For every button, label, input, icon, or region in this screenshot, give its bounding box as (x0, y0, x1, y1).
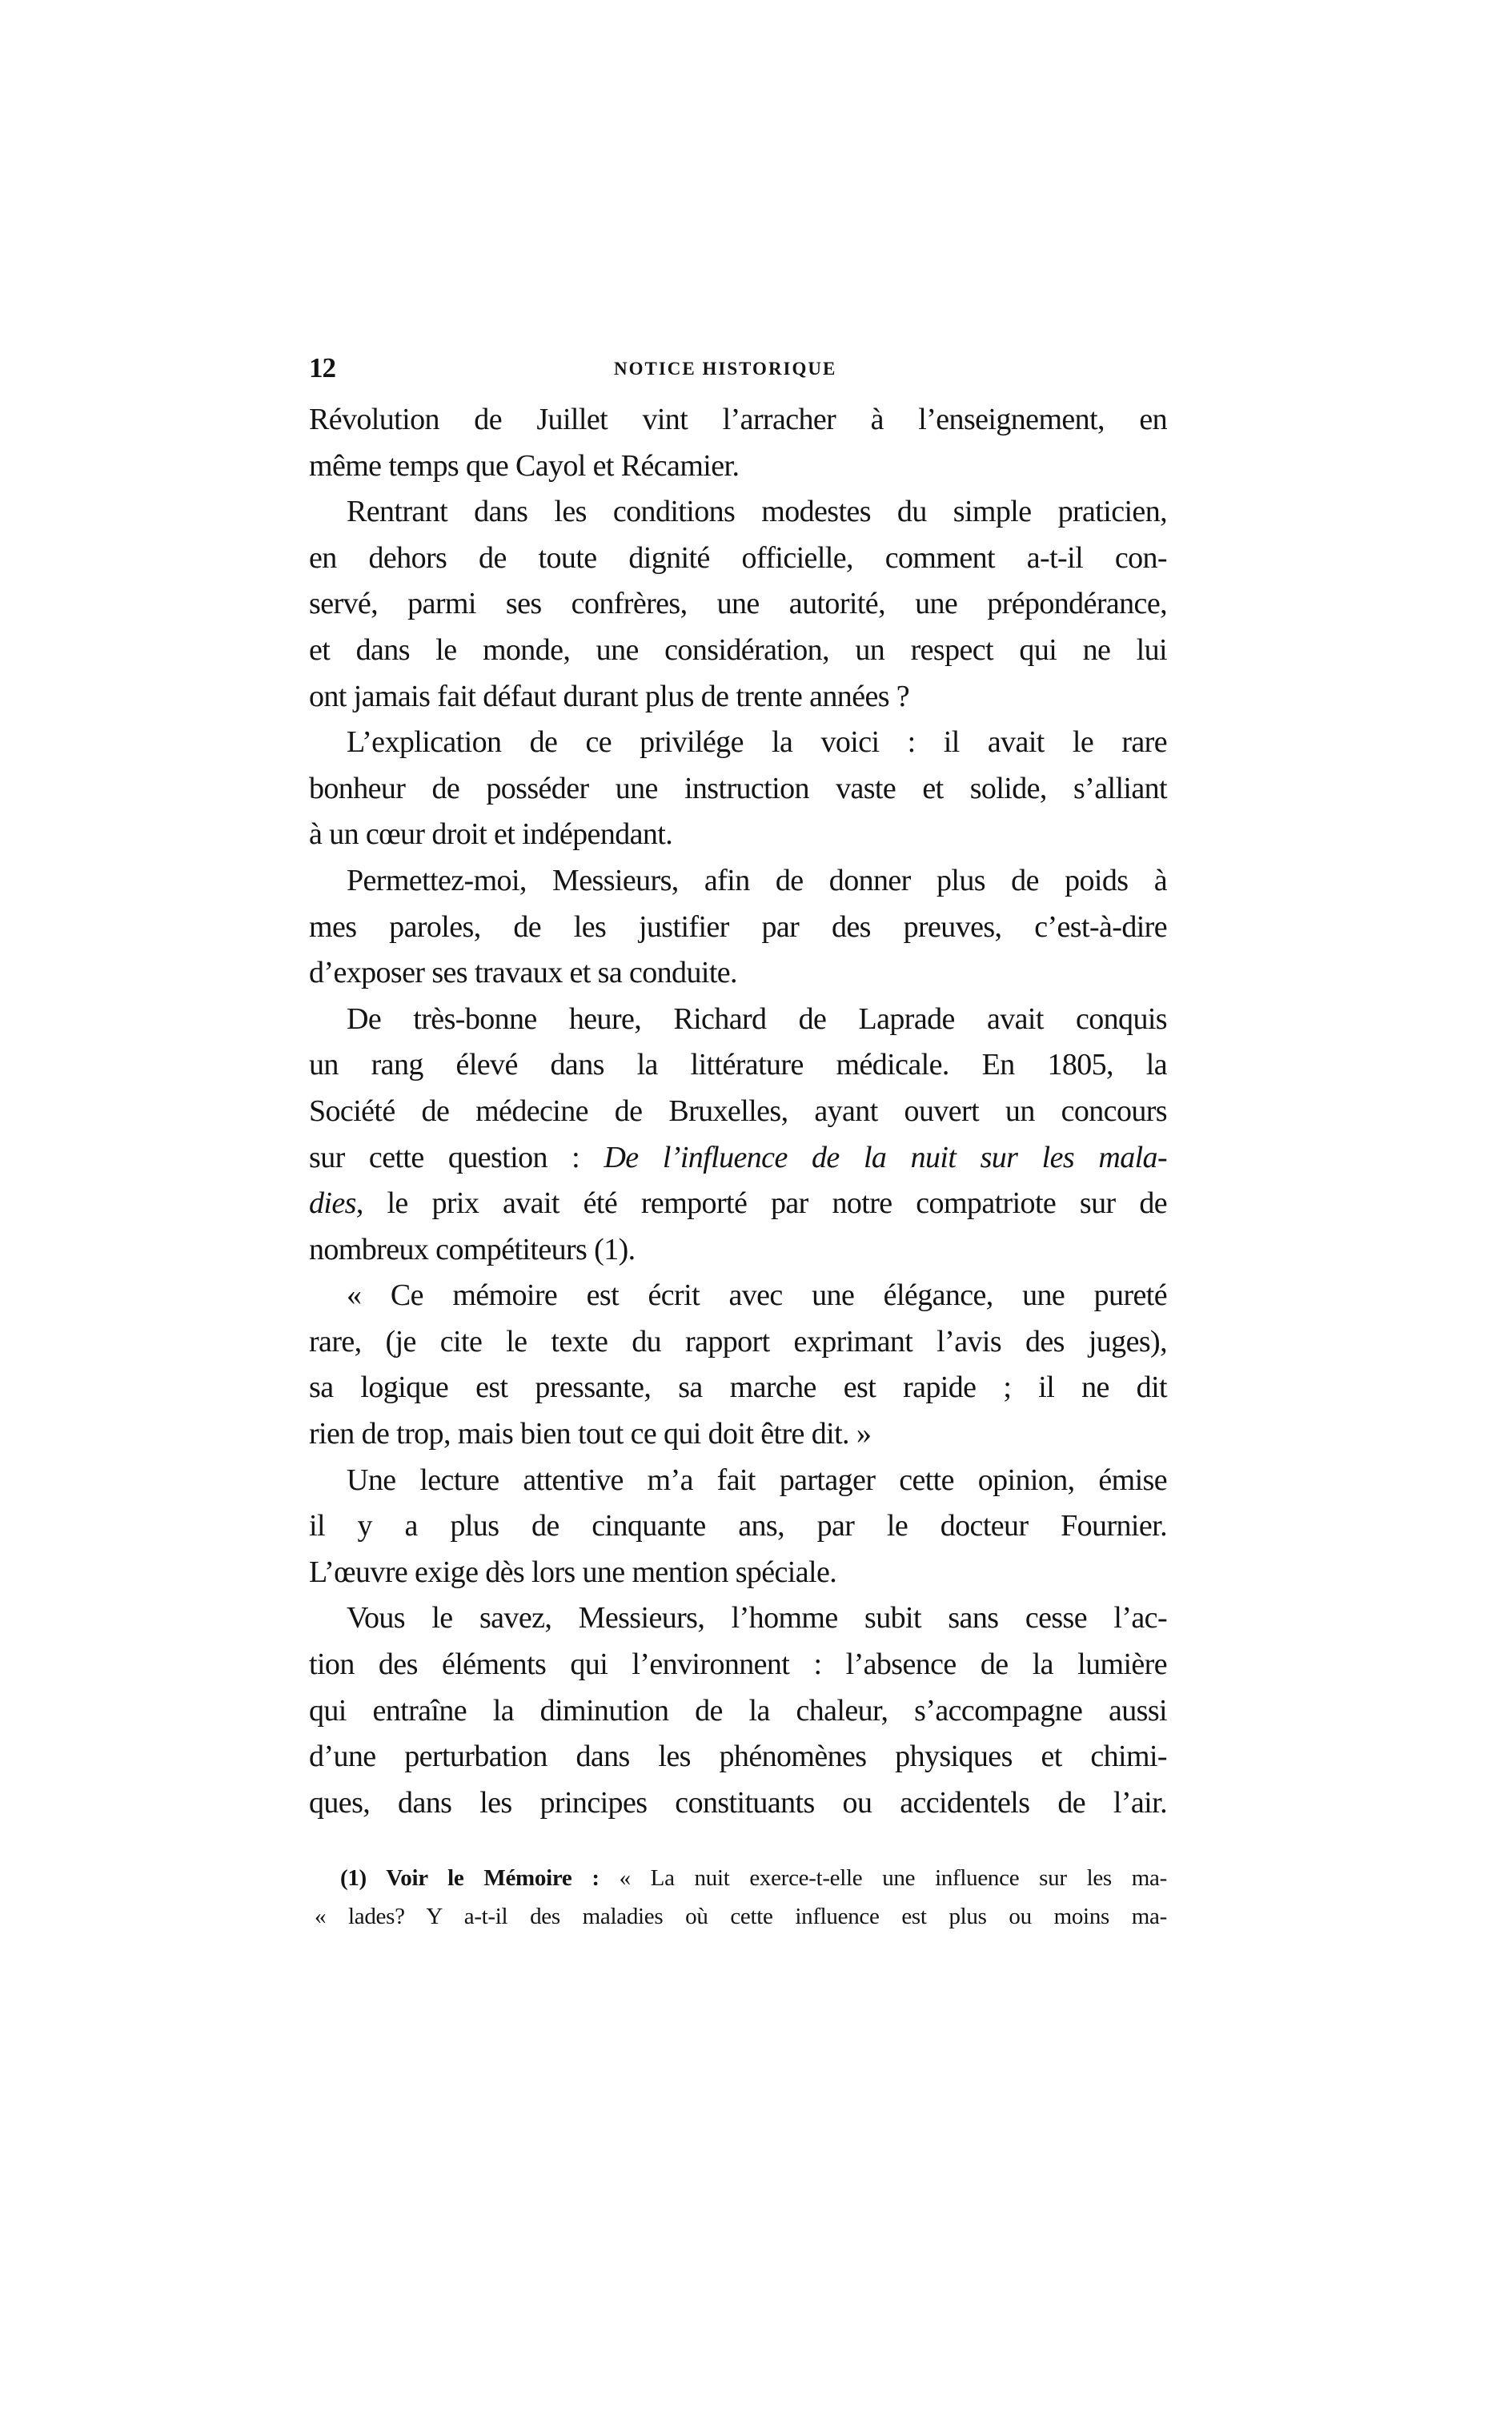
footnote-label: (1) Voir le Mémoire : (340, 1865, 600, 1891)
text-line: Permettez-moi, Messieurs, afin de donner plus de poids à (347, 863, 1167, 897)
text-line: même temps que Cayol et Récamier. (309, 448, 740, 483)
text-line: Société de médecine de Bruxelles, ayant ouvert un concours (309, 1094, 1167, 1128)
text-line: servé, parmi ses confrères, une autorité, une prépondérance, (309, 587, 1167, 621)
text-line: « Ce mémoire est écrit avec une élégance, une pureté (347, 1278, 1167, 1313)
running-title: NOTICE HISTORIQUE (614, 359, 837, 379)
footnote-text: « La nuit exerce-t-elle une influence sur les ma- (619, 1865, 1167, 1891)
text-line: un rang élevé dans la littérature médicale. En 1805, la (309, 1048, 1167, 1082)
footnote-line (309, 1859, 1167, 1897)
text-line: De très-bonne heure, Richard de Laprade avait conquis (347, 1001, 1167, 1036)
text-line: ont jamais fait défaut durant plus de trente années ? (309, 679, 910, 713)
italic-title: De l’influence de la nuit sur les mala- (604, 1140, 1168, 1174)
footnote-line: « lades? Y a-t-il des maladies où cette influence est plus ou moins ma- (315, 1904, 1167, 1929)
body-text (309, 397, 1167, 1826)
text-line: L’œuvre exige dès lors une mention spéciale. (309, 1555, 837, 1589)
text-segment: , le prix avait été remporté par notre compatriote sur de (355, 1186, 1167, 1221)
text-line: rien de trop, mais bien tout ce qui doit être dit. » (309, 1417, 872, 1451)
text-line: et dans le monde, une considération, un respect qui ne lui (309, 632, 1167, 667)
text-line: Rentrant dans les conditions modestes du simple praticien, (347, 495, 1167, 529)
text-line: d’exposer ses travaux et sa conduite. (309, 956, 737, 990)
text-line-with-italic (309, 1135, 1167, 1182)
footnote (309, 1859, 1167, 1936)
text-line: mes paroles, de les justifier par des preuves, c’est-à-dire (309, 909, 1167, 944)
italic-title-end: dies (309, 1186, 356, 1221)
text-line-with-italic (309, 1181, 1167, 1227)
text-line: nombreux compétiteurs (1). (309, 1232, 636, 1266)
running-head (309, 352, 1167, 384)
text-segment: sur cette question : (309, 1140, 580, 1174)
text-line: à un cœur droit et indépendant. (309, 817, 673, 852)
text-line: bonheur de posséder une instruction vaste et solide, s’alliant (309, 771, 1167, 805)
text-line: en dehors de toute dignité officielle, comment a-t-il con- (309, 540, 1167, 575)
page-number: 12 (309, 352, 335, 383)
text-line: sa logique est pressante, sa marche est rapide ; il ne dit (309, 1371, 1167, 1405)
text-line: Révolution de Juillet vint l’arracher à l’enseignement, en (309, 403, 1167, 436)
text-line: il y a plus de cinquante ans, par le docteur Fournier. (309, 1509, 1167, 1543)
text-line: qui entraîne la diminution de la chaleur, s’accompagne aussi (309, 1693, 1167, 1728)
text-line: tion des éléments qui l’environnent : l’absence de la lumière (309, 1647, 1167, 1682)
text-line: d’une perturbation dans les phénomènes physiques et chimi- (309, 1740, 1167, 1774)
text-line: L’explication de ce privilége la voici : il avait le rare (347, 725, 1167, 760)
text-line: ques, dans les principes constituants ou accidentels de l’air. (309, 1785, 1167, 1820)
text-line: rare, (je cite le texte du rapport exprimant l’avis des juges), (309, 1324, 1167, 1358)
text-line: Vous le savez, Messieurs, l’homme subit sans cesse l’ac- (347, 1601, 1167, 1635)
text-line: Une lecture attentive m’a fait partager cette opinion, émise (347, 1463, 1167, 1497)
